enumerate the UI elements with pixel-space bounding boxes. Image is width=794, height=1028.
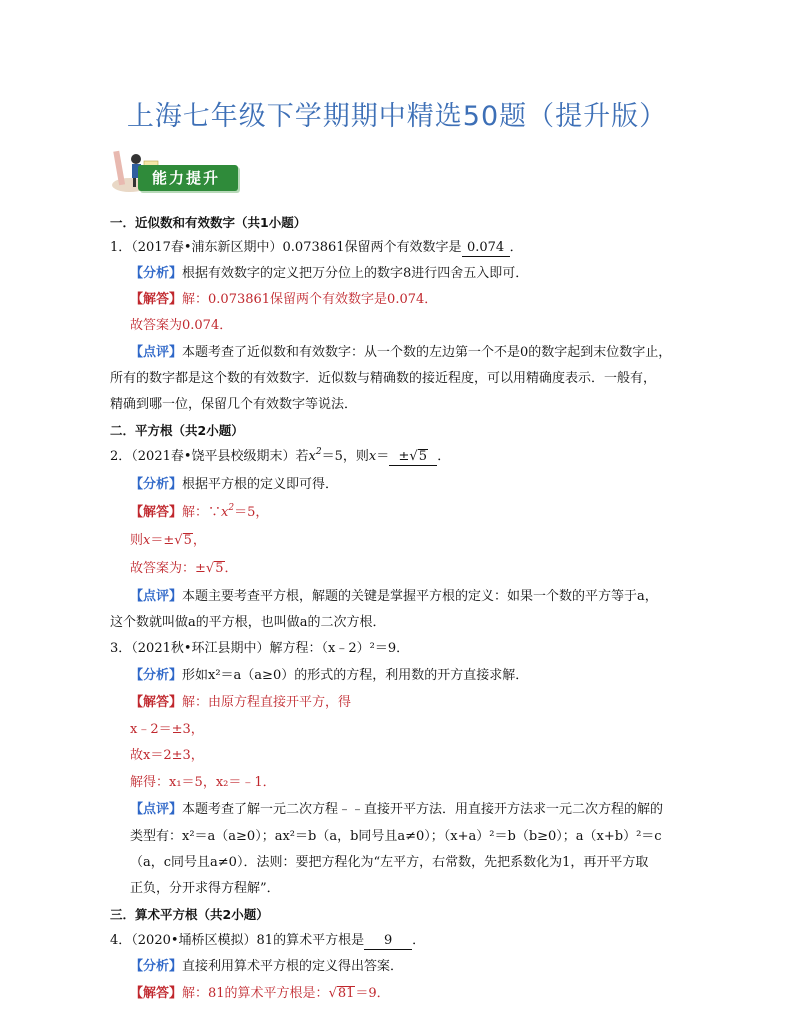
q2-solution: 【解答】解：$\because x^2=5$，: [130, 503, 269, 520]
question-2-stem: 2．（2021春•饶平县校级期末）若$x^2=5$，则x＝ ±√5 ．: [110, 447, 451, 464]
q3-step: 解得：x₁＝5，x₂＝﹣1．: [130, 775, 276, 790]
q3-analysis: 【分析】形如x²＝a（a≥0）的形式的方程，利用数的开方直接求解．: [130, 668, 529, 683]
q2-comment: 【点评】本题主要考查平方根，解题的关键是掌握平方根的定义：如果一个数的平方等于a，: [130, 589, 658, 604]
q1-comment-line: 所有的数字都是这个数的有效数字．近似数与精确数的接近程度，可以用精确度表示．一般有，: [110, 371, 657, 386]
sqrt-symbol: √5: [174, 533, 192, 548]
q3-comment-line: 类型有：x²＝a（a≥0）；ax²＝b（a，b同号且a≠0）；（x+a）²＝b（b≥0）；a（x+b）²＝c: [130, 829, 662, 844]
q3-solution: 【解答】解：由原方程直接开平方，得: [130, 695, 352, 710]
q1-solution: 【解答】解：0.073861保留两个有效数字是0.074．: [130, 292, 438, 307]
section-heading: 二．平方根（共2小题）: [110, 423, 244, 438]
q2-final: 故答案为：±√5．: [130, 559, 238, 579]
section-heading: 三．算术平方根（共2小题）: [110, 907, 269, 922]
page-title: 上海七年级下学期期中精选50题（提升版）: [126, 101, 668, 132]
q1-final: 故答案为0.074．: [130, 318, 233, 333]
question-3-stem: 3．（2021秋•环江县期中）解方程：（x﹣2）²＝9．: [110, 641, 410, 656]
answer-blank: ±√5: [389, 449, 437, 466]
q3-comment-line: （a，c同号且a≠0）．法则：要把方程化为“左平方，右常数，先把系数化为1，再开平方取: [130, 855, 649, 870]
q1-analysis: 【分析】根据有效数字的定义把万分位上的数字8进行四舍五入即可．: [130, 266, 529, 281]
q2-comment-line: 这个数就叫做a的平方根，也叫做a的二次方根．: [110, 615, 386, 630]
sqrt-symbol: √5: [409, 449, 427, 464]
q3-step: 故x＝2±3，: [130, 748, 204, 763]
section-heading: 一．近似数和有效数字（共1小题）: [110, 215, 307, 230]
ability-banner-label: 能力提升: [138, 165, 238, 191]
q1-comment: 【点评】本题考查了近似数和有效数字：从一个数的左边第一个不是0的数字起到末位数字止，: [130, 345, 672, 360]
sqrt-symbol: √5: [205, 561, 224, 576]
q4-analysis: 【分析】直接利用算术平方根的定义得出答案．: [130, 959, 404, 974]
ability-banner: [108, 147, 240, 195]
question-1-stem: 1．（2017春•浦东新区期中）0.073861保留两个有效数字是 0.074 ．: [110, 240, 523, 255]
answer-blank: 0.074: [462, 240, 510, 257]
question-4-stem: 4．（2020•埇桥区模拟）81的算术平方根是 9 ．: [110, 933, 426, 948]
q3-comment-line: 正负，分开求得方程解”．: [130, 881, 280, 896]
answer-blank: 9: [364, 933, 412, 950]
q2-step: 则x＝±√5，: [130, 531, 206, 551]
q2-analysis: 【分析】根据平方根的定义即可得．: [130, 477, 339, 492]
q3-comment: 【点评】本题考查了解一元二次方程﹣﹣直接开平方法．用直接开方法求一元二次方程的解的: [130, 802, 664, 817]
q4-solution: 【解答】解：81的算术平方根是：√81＝9．: [130, 984, 390, 1004]
q3-step: x﹣2＝±3，: [130, 722, 204, 737]
q1-comment-line: 精确到哪一位，保留几个有效数字等说法．: [110, 397, 358, 412]
sqrt-symbol: √81: [328, 986, 355, 1001]
